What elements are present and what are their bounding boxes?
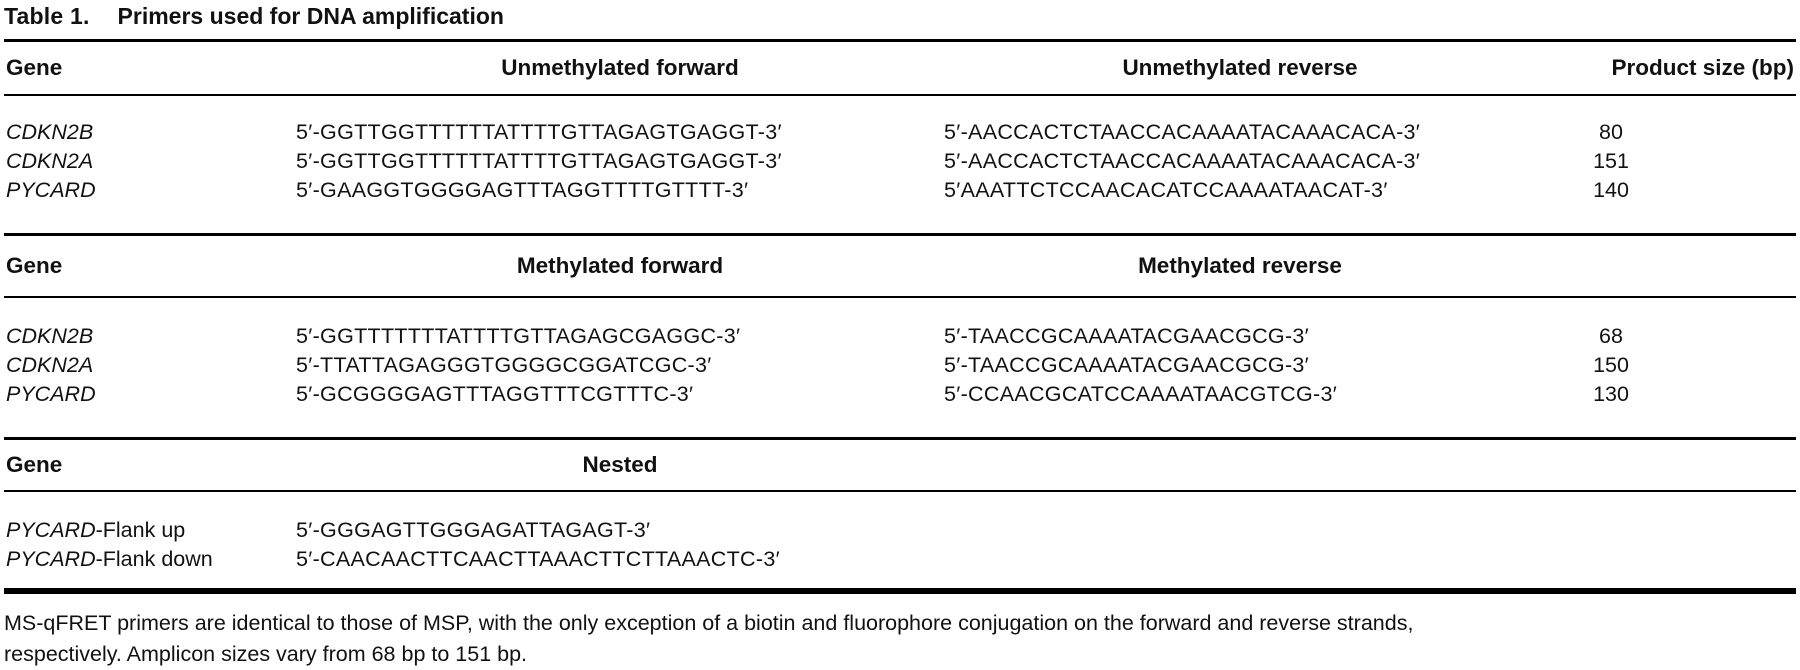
forward-primer-sequence: 5′-GGTTGGTTTTTTATTTTGTTAGAGTGAGGT-3′ — [296, 120, 782, 144]
product-size-value: 68 — [1599, 324, 1623, 348]
table-caption — [4, 0, 1796, 39]
gene-name-cell — [4, 118, 296, 147]
gene-name-suffix: -Flank down — [95, 547, 213, 571]
product-size-value: 151 — [1593, 149, 1629, 173]
table-title-text: Primers used for DNA amplification — [117, 3, 504, 29]
table-row — [4, 176, 1796, 205]
footnote-line-1: MS-qFRET primers are identical to those of MSP, with the only exception of a biotin and fluorophore conjugation on the forward and reverse strands, — [4, 611, 1414, 635]
table-row — [4, 118, 1796, 147]
reverse-primer-sequence: 5′-AACCACTCTAACCACAAAATACAAACACA-3′ — [944, 149, 1421, 173]
reverse-primer-sequence: 5′-TAACCGCAAAATACGAACGCG-3′ — [944, 324, 1309, 348]
reverse-primer-sequence: 5′-TAACCGCAAAATACGAACGCG-3′ — [944, 353, 1309, 377]
gene-name-cell — [4, 380, 296, 409]
forward-primer-sequence: 5′-GGTTGGTTTTTTATTTTGTTAGAGTGAGGT-3′ — [296, 149, 782, 173]
header-row-methylated — [4, 236, 1796, 296]
gene-name-cell — [4, 516, 296, 545]
table-row — [4, 545, 1796, 574]
header-row-nested — [4, 440, 1796, 490]
column-header-methylated-reverse: Methylated reverse — [1138, 253, 1342, 278]
unmethylated-rows — [4, 96, 1796, 233]
nested-rows — [4, 492, 1796, 588]
gene-name-cell — [4, 545, 296, 574]
forward-primer-sequence: 5′-GAAGGTGGGGAGTTTAGGTTTTGTTTT-3′ — [296, 178, 749, 202]
table-row — [4, 322, 1796, 351]
table-row — [4, 351, 1796, 380]
column-header-unmethylated-reverse: Unmethylated reverse — [1122, 55, 1358, 80]
table-footnote — [4, 594, 1796, 670]
table-row — [4, 516, 1796, 545]
gene-name: PYCARD — [6, 518, 96, 542]
product-size-value: 150 — [1593, 353, 1629, 377]
gene-name-cell — [4, 322, 296, 351]
gene-name: PYCARD — [6, 547, 96, 571]
table-row — [4, 380, 1796, 409]
reverse-primer-sequence: 5′AAATTCTCCAACACATCCAAAATAACAT-3′ — [944, 178, 1388, 202]
column-header-nested: Nested — [582, 452, 658, 477]
reverse-primer-sequence: 5′-AACCACTCTAACCACAAAATACAAACACA-3′ — [944, 120, 1421, 144]
product-size-value: 130 — [1593, 382, 1629, 406]
gene-name-cell — [4, 176, 296, 205]
forward-primer-sequence: 5′-TTATTAGAGGGTGGGGCGGATCGC-3′ — [296, 353, 712, 377]
methylated-rows — [4, 298, 1796, 437]
gene-name: CDKN2A — [6, 149, 94, 173]
gene-name: CDKN2B — [6, 120, 94, 144]
gene-name: PYCARD — [6, 178, 96, 202]
gene-name-suffix: -Flank up — [95, 518, 186, 542]
nested-primer-sequence: 5′-CAACAACTTCAACTTAAACTTCTTAAACTC-3′ — [296, 547, 780, 571]
column-header-gene: Gene — [6, 452, 63, 477]
column-header-methylated-forward: Methylated forward — [516, 253, 724, 278]
footnote-line-2: respectively. Amplicon sizes vary from 68 bp to 151 bp. — [4, 642, 528, 666]
table-row — [4, 147, 1796, 176]
product-size-value: 140 — [1593, 178, 1629, 202]
gene-name: PYCARD — [6, 382, 96, 406]
header-row-unmethylated — [4, 42, 1796, 94]
gene-name: CDKN2A — [6, 353, 94, 377]
gene-name: CDKN2B — [6, 324, 94, 348]
gene-name-cell — [4, 147, 296, 176]
reverse-primer-sequence: 5′-CCAACGCATCCAAAATAACGTCG-3′ — [944, 382, 1338, 406]
forward-primer-sequence: 5′-GGTTTTTTTATTTTGTTAGAGCGAGGC-3′ — [296, 324, 741, 348]
table-number-label: Table 1. — [4, 3, 90, 29]
nested-primer-sequence: 5′-GGGAGTTGGGAGATTAGAGT-3′ — [296, 518, 651, 542]
column-header-gene: Gene — [6, 253, 63, 278]
column-header-product-size: Product size (bp) — [1611, 55, 1794, 80]
gene-name-cell — [4, 351, 296, 380]
forward-primer-sequence: 5′-GCGGGGAGTTTAGGTTTCGTTTC-3′ — [296, 382, 694, 406]
column-header-gene: Gene — [6, 55, 63, 80]
column-header-unmethylated-forward: Unmethylated forward — [501, 55, 739, 80]
product-size-value: 80 — [1599, 120, 1623, 144]
